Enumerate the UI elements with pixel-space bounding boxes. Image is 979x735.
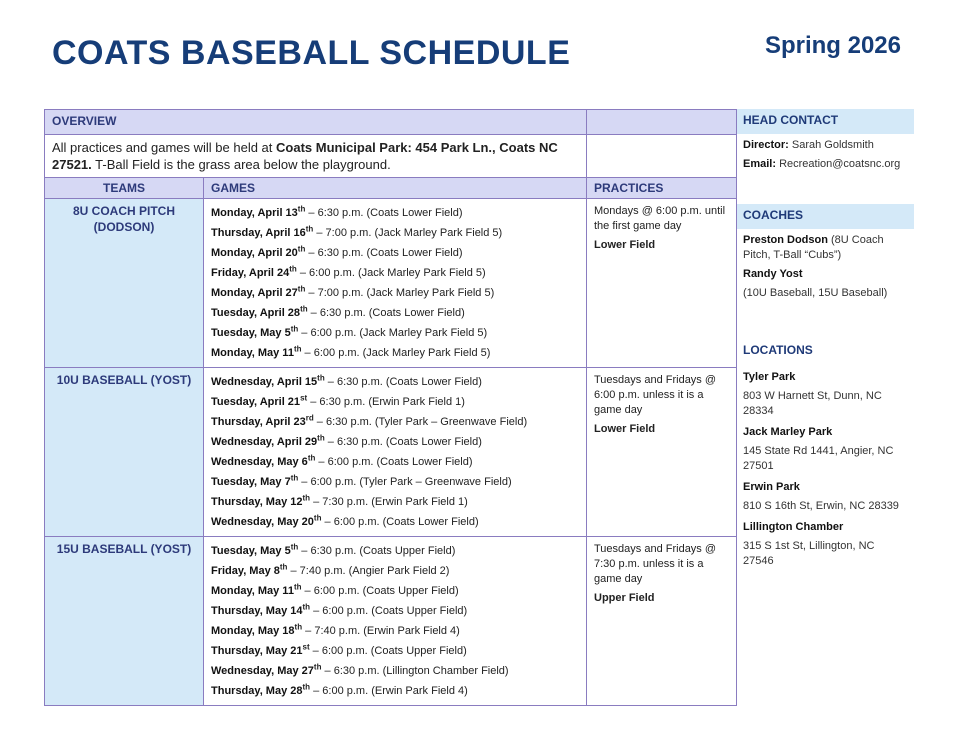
season-label: Spring 2026 bbox=[764, 32, 901, 59]
game-date-suffix: th bbox=[317, 433, 325, 443]
game-item bbox=[211, 581, 579, 601]
game-item bbox=[211, 243, 579, 263]
team-name: 10U BASEBALL (YOST) bbox=[45, 368, 204, 537]
team-games bbox=[204, 537, 587, 706]
overview-text-row bbox=[45, 135, 737, 178]
game-date-suffix: th bbox=[307, 453, 316, 463]
coach-yost bbox=[743, 267, 908, 282]
game-detail: – 6:30 p.m. (Coats Lower Field) bbox=[324, 436, 482, 448]
practice-field: Lower Field bbox=[594, 423, 656, 435]
game-date-suffix: th bbox=[294, 622, 303, 632]
game-detail: – 7:00 p.m. (Jack Marley Park Field 5) bbox=[313, 227, 503, 239]
coach-dodson-name: Preston Dodson bbox=[743, 234, 828, 246]
game-item bbox=[211, 343, 579, 363]
coach-dodson bbox=[743, 233, 908, 263]
location-address: 803 W Harnett St, Dunn, NC 28334 bbox=[743, 390, 882, 417]
game-detail: – 6:00 p.m. (Jack Marley Park Field 5) bbox=[301, 347, 491, 359]
game-detail: – 6:30 p.m. (Coats Lower Field) bbox=[305, 207, 463, 219]
game-date-suffix: th bbox=[293, 582, 302, 592]
coaches-section bbox=[737, 229, 914, 339]
game-item bbox=[211, 263, 579, 283]
column-header-teams: TEAMS bbox=[45, 178, 204, 199]
team-rows bbox=[45, 199, 737, 706]
head-contact-heading: HEAD CONTACT bbox=[737, 109, 914, 134]
game-date-suffix: th bbox=[290, 324, 299, 334]
overview-heading: OVERVIEW bbox=[45, 110, 587, 135]
location-name: Erwin Park bbox=[743, 481, 800, 493]
game-item bbox=[211, 283, 579, 303]
game-date-suffix: th bbox=[317, 373, 325, 383]
game-item bbox=[211, 372, 579, 392]
game-date-suffix: th bbox=[297, 284, 306, 294]
game-detail: – 6:00 p.m. (Coats Upper Field) bbox=[310, 605, 468, 617]
game-detail: – 6:30 p.m. (Coats Lower Field) bbox=[324, 376, 482, 388]
game-date: Tuesday, April 21 bbox=[211, 396, 301, 408]
game-item bbox=[211, 512, 579, 532]
game-date: Thursday, May 14 bbox=[211, 605, 303, 617]
game-item bbox=[211, 541, 579, 561]
game-date: Tuesday, May 7 bbox=[211, 476, 291, 488]
practice-field: Upper Field bbox=[594, 592, 655, 604]
coach-yost-detail: (10U Baseball, 15U Baseball) bbox=[743, 287, 888, 299]
game-date: Friday, April 24 bbox=[211, 267, 290, 279]
game-detail: – 7:40 p.m. (Erwin Park Field 4) bbox=[302, 625, 460, 637]
coach-dodson-detail: (8U Coach Pitch, T-Ball “Cubs”) bbox=[743, 234, 884, 261]
game-date-suffix: th bbox=[302, 602, 311, 612]
game-date: Monday, April 27 bbox=[211, 287, 298, 299]
head-contact-section bbox=[737, 134, 914, 204]
game-item bbox=[211, 392, 579, 412]
team-row bbox=[45, 199, 737, 368]
game-date-suffix: th bbox=[297, 204, 306, 214]
game-date-suffix: st bbox=[302, 642, 310, 652]
game-detail: – 7:00 p.m. (Jack Marley Park Field 5) bbox=[305, 287, 495, 299]
game-item bbox=[211, 452, 579, 472]
director-label: Director: bbox=[743, 139, 789, 151]
team-row bbox=[45, 537, 737, 706]
game-detail: – 6:00 p.m. (Coats Upper Field) bbox=[309, 645, 467, 657]
game-date: Thursday, April 23 bbox=[211, 416, 306, 428]
game-date-suffix: th bbox=[290, 542, 299, 552]
game-detail: – 6:30 p.m. (Coats Upper Field) bbox=[298, 545, 456, 557]
practice-schedule: Mondays @ 6:00 p.m. until the first game day bbox=[594, 205, 726, 232]
game-detail: – 6:00 p.m. (Jack Marley Park Field 5) bbox=[298, 327, 488, 339]
game-item bbox=[211, 412, 579, 432]
schedule-table bbox=[44, 109, 737, 706]
game-item bbox=[211, 472, 579, 492]
game-item bbox=[211, 203, 579, 223]
game-item bbox=[211, 681, 579, 701]
game-date-suffix: th bbox=[313, 662, 322, 672]
game-detail: – 6:30 p.m. (Coats Lower Field) bbox=[307, 307, 465, 319]
location-name: Jack Marley Park bbox=[743, 426, 833, 438]
location-name: Tyler Park bbox=[743, 371, 796, 383]
game-date: Thursday, April 16 bbox=[211, 227, 306, 239]
coaches-heading: COACHES bbox=[737, 204, 914, 229]
director-line bbox=[743, 138, 908, 153]
team-games bbox=[204, 199, 587, 368]
team-practice bbox=[587, 368, 737, 537]
game-date-suffix: st bbox=[300, 393, 308, 403]
team-name: 8U COACH PITCH (DODSON) bbox=[45, 199, 204, 368]
page-title: COATS BASEBALL SCHEDULE bbox=[52, 34, 571, 72]
location-name: Lillington Chamber bbox=[743, 521, 844, 533]
team-practice bbox=[587, 537, 737, 706]
game-date: Wednesday, April 29 bbox=[211, 436, 318, 448]
practice-schedule: Tuesdays and Fridays @ 6:00 p.m. unless it is a game day bbox=[594, 374, 717, 416]
game-item bbox=[211, 561, 579, 581]
game-date: Wednesday, May 20 bbox=[211, 516, 314, 528]
game-detail: – 6:30 p.m. (Lillington Chamber Field) bbox=[321, 665, 509, 677]
team-name: 15U BASEBALL (YOST) bbox=[45, 537, 204, 706]
game-date-suffix: th bbox=[302, 682, 311, 692]
location-address: 810 S 16th St, Erwin, NC 28339 bbox=[743, 500, 899, 512]
director-value: Sarah Goldsmith bbox=[788, 139, 874, 151]
column-header-practices: PRACTICES bbox=[587, 178, 737, 199]
game-item bbox=[211, 223, 579, 243]
game-date-suffix: rd bbox=[305, 413, 314, 423]
column-header-games: GAMES bbox=[204, 178, 587, 199]
overview-header-blank bbox=[587, 110, 737, 135]
game-date: Wednesday, May 6 bbox=[211, 456, 308, 468]
email-label: Email: bbox=[743, 158, 777, 170]
game-date-suffix: th bbox=[313, 513, 322, 523]
overview-header-row bbox=[45, 110, 737, 135]
game-detail: – 6:30 p.m. (Tyler Park – Greenwave Field) bbox=[313, 416, 528, 428]
game-detail: – 6:00 p.m. (Erwin Park Field 4) bbox=[310, 685, 468, 697]
game-detail: – 7:30 p.m. (Erwin Park Field 1) bbox=[310, 496, 468, 508]
game-detail: – 6:00 p.m. (Coats Lower Field) bbox=[321, 516, 479, 528]
locations-section bbox=[737, 364, 914, 579]
game-date-suffix: th bbox=[293, 344, 302, 354]
game-date: Wednesday, May 27 bbox=[211, 665, 314, 677]
game-date-suffix: th bbox=[290, 473, 299, 483]
game-date: Wednesday, April 15 bbox=[211, 376, 318, 388]
game-detail: – 6:00 p.m. (Coats Lower Field) bbox=[315, 456, 473, 468]
overview-text bbox=[45, 135, 587, 178]
game-date: Monday, April 13 bbox=[211, 207, 298, 219]
sidebar bbox=[737, 109, 914, 579]
overview-text-pre: All practices and games will be held at bbox=[52, 140, 277, 155]
game-item bbox=[211, 661, 579, 681]
team-practice bbox=[587, 199, 737, 368]
game-date: Thursday, May 12 bbox=[211, 496, 303, 508]
team-games bbox=[204, 368, 587, 537]
game-date: Tuesday, May 5 bbox=[211, 327, 291, 339]
overview-text-address: Coats Municipal Park: 454 Park Ln., Coats NC 27521. bbox=[52, 140, 558, 172]
email-value: Recreation@coatsnc.org bbox=[776, 158, 901, 170]
game-date: Monday, May 11 bbox=[211, 585, 294, 597]
game-item bbox=[211, 303, 579, 323]
game-date: Monday, April 20 bbox=[211, 247, 298, 259]
game-date: Friday, May 8 bbox=[211, 565, 280, 577]
game-item bbox=[211, 432, 579, 452]
practice-schedule: Tuesdays and Fridays @ 7:30 p.m. unless it is a game day bbox=[594, 543, 717, 585]
email-line bbox=[743, 157, 908, 172]
game-date: Tuesday, April 28 bbox=[211, 307, 301, 319]
game-item bbox=[211, 601, 579, 621]
game-detail: – 6:00 p.m. (Tyler Park – Greenwave Field) bbox=[298, 476, 512, 488]
practice-field: Lower Field bbox=[594, 239, 656, 251]
game-item bbox=[211, 641, 579, 661]
team-row bbox=[45, 368, 737, 537]
column-header-row bbox=[45, 178, 737, 199]
game-date: Thursday, May 21 bbox=[211, 645, 303, 657]
game-date-suffix: th bbox=[305, 224, 314, 234]
game-detail: – 6:30 p.m. (Erwin Park Field 1) bbox=[307, 396, 465, 408]
game-date-suffix: th bbox=[300, 304, 308, 314]
game-date: Monday, May 18 bbox=[211, 625, 295, 637]
game-detail: – 6:30 p.m. (Coats Lower Field) bbox=[305, 247, 463, 259]
game-item bbox=[211, 492, 579, 512]
game-date-suffix: th bbox=[302, 493, 311, 503]
game-date-suffix: th bbox=[297, 244, 306, 254]
location-address: 145 State Rd 1441, Angier, NC 27501 bbox=[743, 445, 894, 472]
game-date: Thursday, May 28 bbox=[211, 685, 303, 697]
game-date-suffix: th bbox=[279, 562, 288, 572]
overview-text-blank bbox=[587, 135, 737, 178]
game-detail: – 6:00 p.m. (Jack Marley Park Field 5) bbox=[296, 267, 486, 279]
game-detail: – 7:40 p.m. (Angier Park Field 2) bbox=[287, 565, 450, 577]
coach-yost-name: Randy Yost bbox=[743, 268, 803, 280]
game-item bbox=[211, 323, 579, 343]
location-address: 315 S 1st St, Lillington, NC 27546 bbox=[743, 540, 875, 567]
game-date: Monday, May 11 bbox=[211, 347, 294, 359]
game-item bbox=[211, 621, 579, 641]
game-date: Tuesday, May 5 bbox=[211, 545, 291, 557]
game-detail: – 6:00 p.m. (Coats Upper Field) bbox=[301, 585, 459, 597]
game-date-suffix: th bbox=[289, 264, 297, 274]
locations-heading: LOCATIONS bbox=[743, 343, 813, 357]
overview-text-post: T-Ball Field is the grass area below the playground. bbox=[91, 157, 391, 172]
